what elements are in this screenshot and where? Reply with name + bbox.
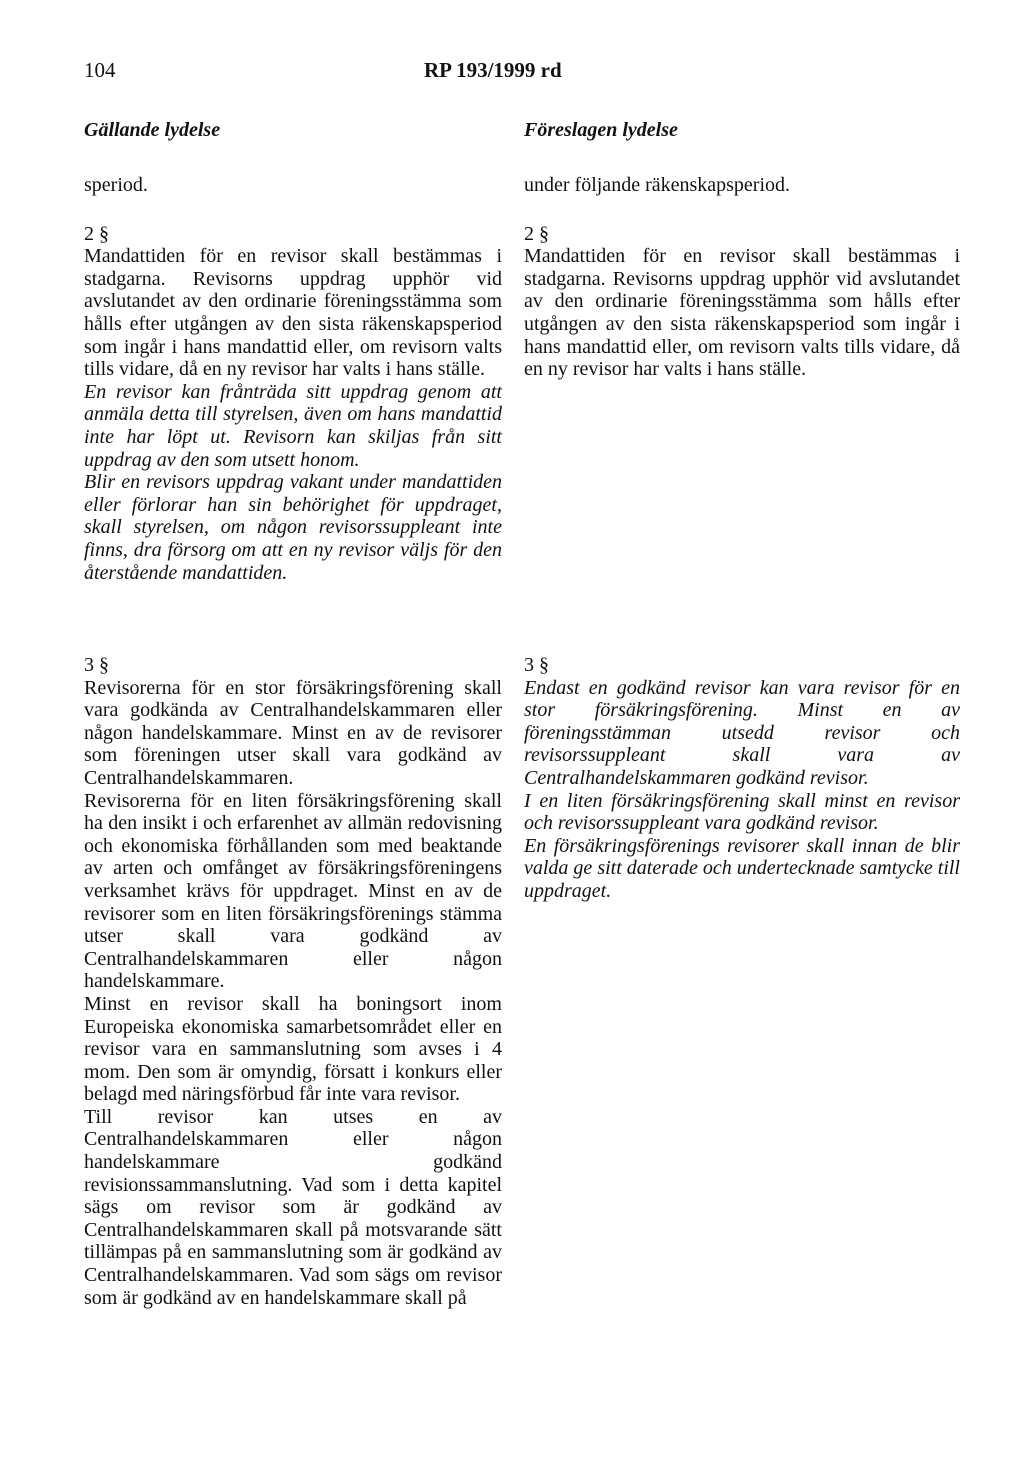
paragraph: En försäkringsförenings revisorer skall innan de blir valda ge sitt daterade och undertecknade samtycke till uppdraget. xyxy=(524,834,960,902)
section-2-proposed xyxy=(524,223,960,381)
paragraph: under följande räkenskapsperiod. xyxy=(524,174,791,196)
paragraph: Till revisor kan utses en av Centralhandelskammaren eller någon handelskammare godkänd revisionssammanslutning. Vad som i detta kapitel sägs om revisor som är godkänd av Centralhandelskammaren skall på motsvarande sätt tillämpas på en sammanslutning som är godkänd av Centralhandelskammaren. Vad som sägs om revisor som är godkänd av en handelskammare skall på xyxy=(84,1105,502,1309)
paragraph: speriod. xyxy=(84,174,148,196)
column-proposed-text xyxy=(524,118,960,381)
document-id: RP 193/1999 rd xyxy=(424,58,562,82)
section-2-current xyxy=(84,223,502,585)
column-heading-current: Gällande lydelse xyxy=(84,119,221,141)
paragraph: Endast en godkänd revisor kan vara revisor för en stor försäkringsförening. Minst en av föreningsstämman utsedd revisor och revisorssuppleant skall vara av Centralhandelskammaren godkänd revisor. xyxy=(524,676,960,789)
section-mark: 3 § xyxy=(84,654,109,676)
section-mark: 2 § xyxy=(84,222,109,245)
section-3-proposed xyxy=(524,654,960,903)
continued-text xyxy=(524,174,960,197)
paragraph: Revisorerna för en liten försäkringsförening skall ha den insikt i och erfarenhet av allmän redovisning och ekonomiska förhållanden som med beaktande av arten och omfånget av försäkringsföreningens verksamhet krävs för uppdraget. Minst en av de revisorer som en liten försäkringsförenings stämma utser skall vara godkänd av Centralhandelskammaren eller någon handelskammare. xyxy=(84,789,502,993)
page-header xyxy=(84,58,964,88)
paragraph: En revisor kan frånträda sitt uppdrag genom att anmäla detta till styrelsen, även om hans mandattid inte har löpt ut. Revisorn kan skiljas från sitt uppdrag av den som utsett honom. xyxy=(84,380,502,471)
column-current-text xyxy=(84,118,502,584)
page-number: 104 xyxy=(84,58,116,82)
paragraph: I en liten försäkringsförening skall minst en revisor och revisorssuppleant vara godkänd revisor. xyxy=(524,789,960,835)
paragraph: Revisorerna för en stor försäkringsförening skall vara godkända av Centralhandelskammaren eller någon handelskammare. Minst en av de revisorer som föreningen utser skall vara godkänd av Centralhandelskammaren. xyxy=(84,676,502,789)
continued-text xyxy=(84,174,502,197)
paragraph: Minst en revisor skall ha boningsort inom Europeiska ekonomiska samarbetsområdet eller en revisor vara en sammanslutning som avses i 4 mom. Den som är omyndig, försatt i konkurs eller belagd med näringsförbud får inte vara revisor. xyxy=(84,992,502,1106)
section-3-current xyxy=(84,654,502,1309)
section-mark: 2 § xyxy=(524,222,549,245)
paragraph: Mandattiden för en revisor skall bestämmas i stadgarna. Revisorns uppdrag upphör vid avslutandet av den ordinarie föreningsstämma som hålls efter utgången av den sista räkenskapsperiod som ingår i hans mandattid eller, om revisorn valts tills vidare, då en ny revisor har valts i hans ställe. xyxy=(524,245,960,381)
section-mark: 3 § xyxy=(524,654,549,676)
column-heading-proposed: Föreslagen lydelse xyxy=(524,119,678,141)
paragraph: Mandattiden för en revisor skall bestämmas i stadgarna. Revisorns uppdrag upphör vid avslutandet av den ordinarie föreningsstämma som hålls efter utgången av den sista räkenskapsperiod som ingår i hans mandattid eller, om revisorn valts tills vidare, då en ny revisor har valts i hans ställe. xyxy=(84,245,502,381)
paragraph: Blir en revisors uppdrag vakant under mandattiden eller förlorar han sin behörighet för uppdraget, skall styrelsen, om någon revisorssuppleant inte finns, dra försorg om att en ny revisor väljs för den återstående mandattiden. xyxy=(84,471,502,584)
